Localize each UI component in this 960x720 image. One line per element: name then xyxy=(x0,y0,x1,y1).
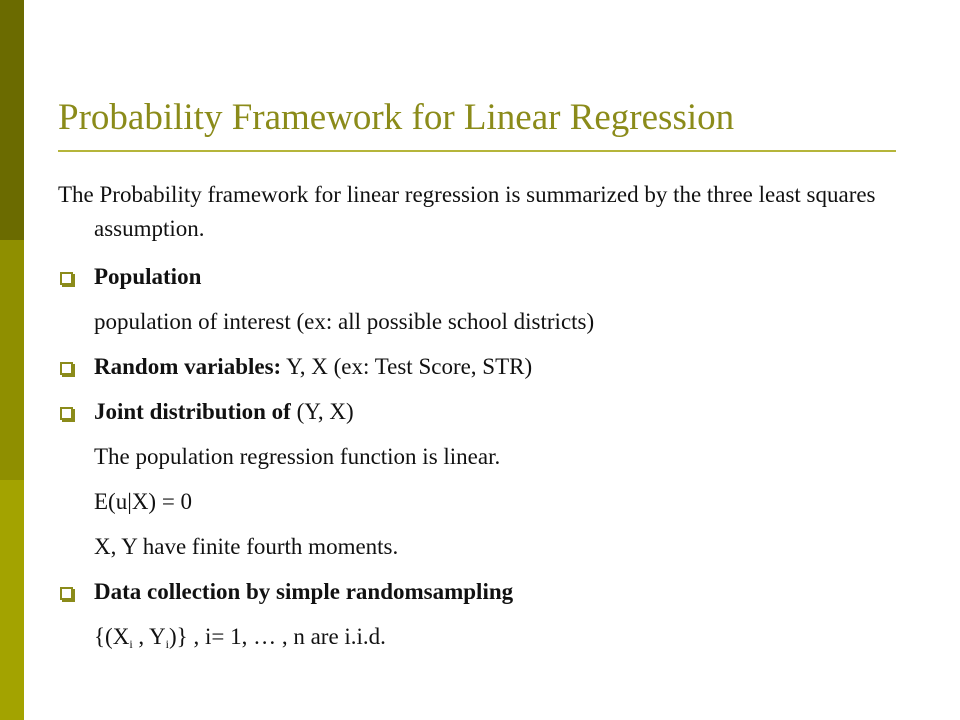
sub-line-conditional-mean: E(u|X) = 0 xyxy=(94,489,193,514)
bullet-data-collection xyxy=(58,575,898,609)
sidebar-segment-bottom xyxy=(0,480,24,720)
bullet-rest: Y, X (ex: Test Score, STR) xyxy=(281,354,533,379)
slide-content xyxy=(58,178,898,665)
sub-line-linear: The population regression function is linear. xyxy=(94,444,501,469)
bullet-joint-distribution xyxy=(58,395,898,429)
bullet-label: Joint distribution of xyxy=(94,399,291,424)
iid-open: {(X xyxy=(94,624,130,649)
iid-subscript-y: i xyxy=(165,637,170,651)
sub-line-iid xyxy=(58,620,898,654)
iid-close: )} , i= 1, … , n are i.i.d. xyxy=(169,624,386,649)
sub-line-population: population of interest (ex: all possible school districts) xyxy=(94,309,595,334)
slide-sidebar xyxy=(0,0,24,720)
bullet-population xyxy=(58,260,898,294)
square-bullet-icon xyxy=(60,587,73,600)
title-underline xyxy=(58,150,896,152)
sidebar-segment-middle xyxy=(0,240,24,480)
iid-subscript-x: i xyxy=(129,637,133,651)
iid-mid: , Y xyxy=(132,624,166,649)
square-bullet-icon xyxy=(60,272,73,285)
square-bullet-icon xyxy=(60,362,73,375)
intro-text: The Probability framework for linear regression is summarized by the three least squares assumption. xyxy=(58,182,876,241)
bullet-label: Data collection by simple randomsampling xyxy=(94,579,514,604)
sub-line-fourth-moments: X, Y have finite fourth moments. xyxy=(94,534,399,559)
slide-title: Probability Framework for Linear Regression xyxy=(58,97,735,138)
bullet-rest: (Y, X) xyxy=(290,399,354,424)
sidebar-segment-top xyxy=(0,0,24,240)
bullet-label: Random variables: xyxy=(94,354,282,379)
bullet-label: Population xyxy=(94,264,202,289)
square-bullet-icon xyxy=(60,407,73,420)
bullet-random-variables xyxy=(58,350,898,384)
